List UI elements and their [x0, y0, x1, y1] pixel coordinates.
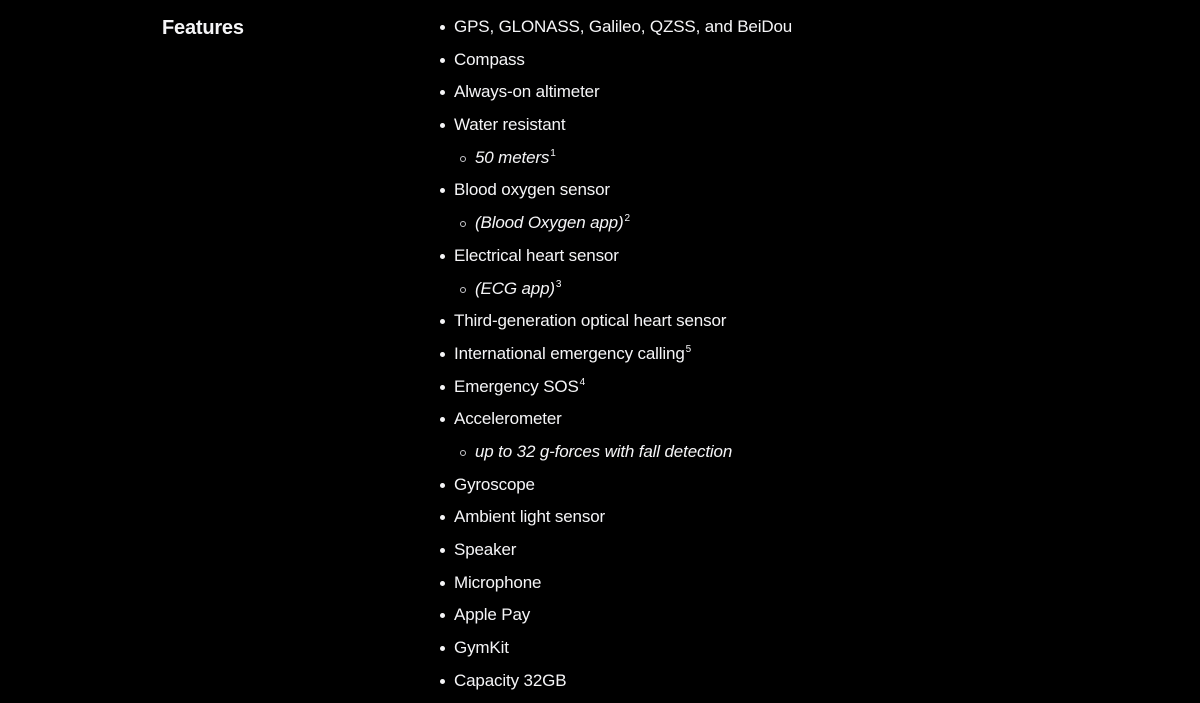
feature-label: Microphone [454, 572, 542, 592]
bullet-icon [440, 515, 445, 520]
feature-label: GymKit [454, 638, 509, 658]
footnote-link[interactable]: 5 [685, 343, 692, 355]
bullet-icon [440, 123, 445, 128]
bullet-icon [440, 90, 445, 95]
bullet-icon [440, 352, 445, 357]
footnote-link[interactable]: 3 [555, 278, 562, 290]
feature-label: (ECG app) [475, 278, 555, 298]
feature-label: 50 meters [475, 147, 550, 167]
footnote-link[interactable]: 4 [579, 376, 586, 388]
hollow-bullet-icon [460, 156, 466, 162]
bullet-icon [440, 483, 445, 488]
feature-label: Gyroscope [454, 474, 535, 494]
feature-label: International emergency calling [454, 343, 685, 363]
hollow-bullet-icon [460, 450, 466, 456]
bullet-icon [440, 254, 445, 259]
feature-label: GPS, GLONASS, Galileo, QZSS, and BeiDou [454, 17, 793, 36]
feature-label: Blood oxygen sensor [454, 180, 610, 200]
feature-label: Always-on altimeter [454, 82, 600, 102]
bullet-icon [440, 646, 445, 651]
bullet-icon [440, 58, 445, 63]
feature-label: Apple Pay [454, 605, 531, 625]
bullet-icon [440, 188, 445, 193]
bullet-icon [440, 319, 445, 324]
bullet-icon [440, 25, 445, 30]
footnote-link[interactable]: 2 [624, 213, 630, 225]
bullet-icon [440, 548, 445, 553]
feature-label: Speaker [454, 540, 517, 559]
bullet-icon [440, 613, 445, 618]
feature-label: Ambient light sensor [454, 507, 606, 527]
feature-label: Emergency SOS [454, 376, 579, 396]
feature-label: Third-generation optical heart sensor [454, 311, 727, 331]
bullet-icon [440, 417, 445, 422]
bullet-icon [440, 679, 445, 684]
hollow-bullet-icon [460, 287, 466, 293]
feature-label: up to 32 g-forces with fall detection [475, 441, 733, 461]
feature-label: Capacity 32GB [454, 670, 567, 690]
feature-label: Water resistant [454, 115, 566, 135]
hollow-bullet-icon [460, 221, 466, 227]
section-title: Features [162, 17, 244, 39]
feature-label: Compass [454, 49, 525, 69]
feature-label: (Blood Oxygen app) [475, 213, 624, 233]
feature-label: Electrical heart sensor [454, 245, 619, 265]
bullet-icon [440, 385, 445, 390]
bullet-icon [440, 581, 445, 586]
footnote-link[interactable]: 1 [550, 147, 556, 159]
feature-label: Accelerometer [454, 409, 562, 429]
